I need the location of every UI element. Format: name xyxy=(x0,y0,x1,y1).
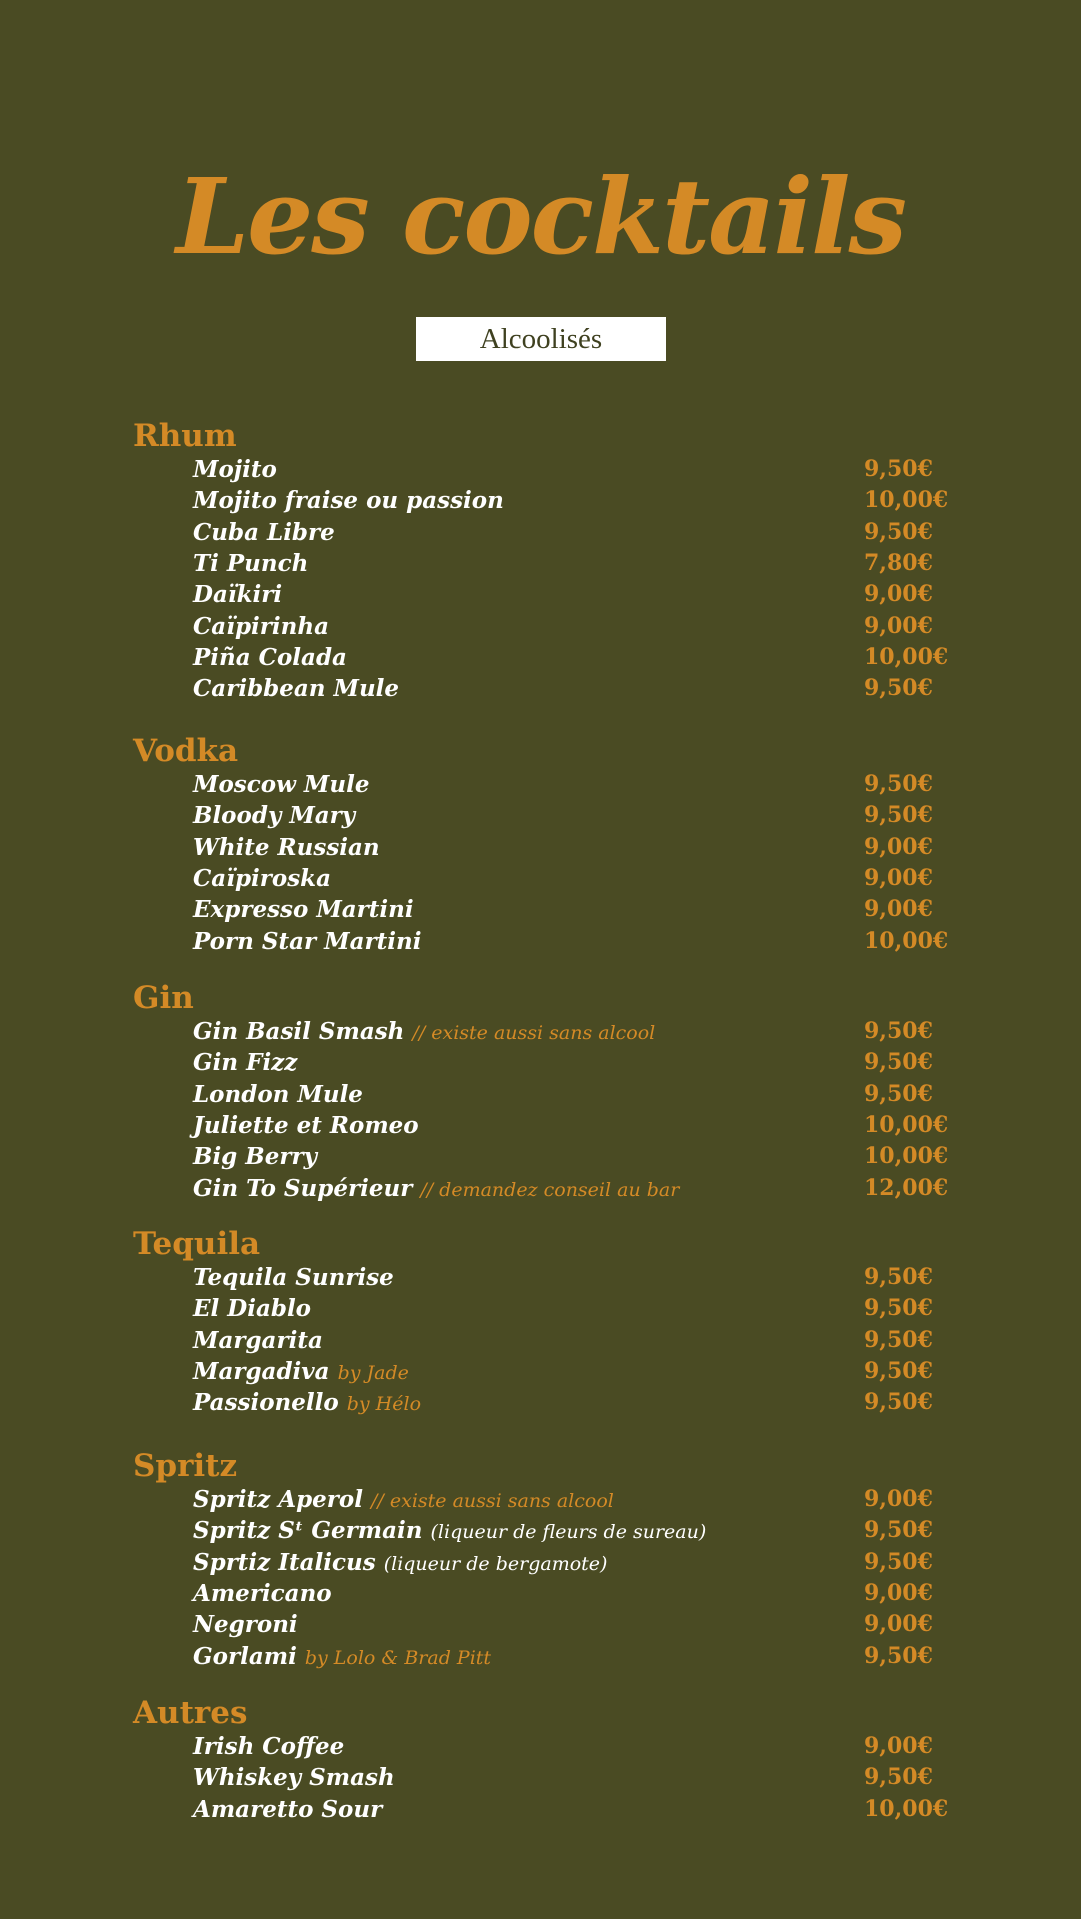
item-name-line xyxy=(193,1293,311,1324)
page-title: Les cocktails xyxy=(175,155,906,278)
item-price: 9,50€ xyxy=(864,1389,933,1416)
item-name-line xyxy=(193,673,399,704)
item-price: 9,50€ xyxy=(864,1764,933,1791)
item-name: Spritz Sᵗ Germain xyxy=(193,1517,423,1545)
item-note: by Jade xyxy=(337,1361,409,1384)
item-price: 9,50€ xyxy=(864,1548,933,1575)
item-name: Gorlami xyxy=(193,1642,297,1670)
item-name: Whiskey Smash xyxy=(193,1764,395,1792)
item-name: Margarita xyxy=(193,1326,323,1354)
item-name-line xyxy=(193,1547,607,1580)
item-name: Sprtiz Italicus xyxy=(193,1548,376,1576)
menu-item xyxy=(193,1141,983,1172)
item-price: 9,50€ xyxy=(864,1018,933,1044)
item-name: Bloody Mary xyxy=(193,802,356,830)
item-name-line xyxy=(193,1609,298,1640)
item-name-line xyxy=(193,1356,409,1389)
item-price: 9,00€ xyxy=(864,1579,933,1606)
item-price: 9,00€ xyxy=(864,581,933,608)
menu-item xyxy=(193,1762,983,1793)
menu-item xyxy=(193,1079,983,1110)
menu-item xyxy=(193,1578,983,1609)
item-price: 9,00€ xyxy=(864,1486,933,1512)
menu-item xyxy=(193,894,983,925)
item-name: Caribbean Mule xyxy=(193,675,400,703)
menu-item xyxy=(193,1515,983,1546)
item-name-line xyxy=(193,1262,394,1293)
item-name-line xyxy=(193,1641,491,1674)
item-name: Mojito xyxy=(193,456,277,483)
item-name-line xyxy=(193,800,355,831)
item-note: by Hélo xyxy=(346,1393,422,1416)
item-price: 10,00€ xyxy=(864,1143,949,1170)
item-name-line xyxy=(193,1762,395,1793)
menu-item xyxy=(193,673,983,704)
menu-item xyxy=(193,769,983,800)
item-name: Juliette et Romeo xyxy=(193,1111,419,1139)
item-price: 9,00€ xyxy=(864,833,933,860)
item-name-line xyxy=(193,1141,317,1172)
item-name: White Russian xyxy=(193,833,380,861)
item-note: // existe aussi sans alcool xyxy=(412,1022,656,1044)
menu-item xyxy=(193,1794,983,1825)
item-name-line xyxy=(193,642,347,673)
menu-item xyxy=(193,1387,983,1418)
item-name: Big Berry xyxy=(193,1143,317,1171)
section-title: Rhum xyxy=(133,418,237,454)
item-price: 9,50€ xyxy=(864,1326,933,1353)
item-name: Margadiva xyxy=(193,1357,330,1385)
section-title: Gin xyxy=(133,980,194,1016)
item-name: Caïpirinha xyxy=(193,612,329,640)
item-name-line xyxy=(193,611,329,642)
item-price: 12,00€ xyxy=(864,1174,949,1201)
item-name-line xyxy=(193,894,414,925)
menu-item xyxy=(193,579,983,610)
item-name-line xyxy=(193,1578,332,1609)
item-price: 9,50€ xyxy=(864,1295,933,1322)
item-price: 9,50€ xyxy=(864,518,933,545)
item-name: Americano xyxy=(193,1579,332,1607)
item-name: El Diablo xyxy=(193,1295,312,1323)
menu-item xyxy=(193,1262,983,1293)
item-name: Gin Basil Smash xyxy=(193,1018,405,1045)
item-name-line xyxy=(193,926,421,957)
section-title: Autres xyxy=(133,1695,248,1731)
item-name-line xyxy=(193,454,277,485)
menu-item xyxy=(193,611,983,642)
item-name-line xyxy=(193,1173,679,1206)
menu-item xyxy=(193,1325,983,1356)
menu-item xyxy=(193,1641,983,1672)
item-name: Piña Colada xyxy=(193,643,347,671)
item-name: Cuba Libre xyxy=(193,518,335,546)
item-note: (liqueur de fleurs de sureau) xyxy=(430,1521,707,1544)
item-name-line xyxy=(193,1484,614,1517)
item-name: Ti Punch xyxy=(193,549,309,577)
item-price: 9,50€ xyxy=(864,1517,933,1544)
menu-item xyxy=(193,485,983,516)
item-name-line xyxy=(193,769,369,800)
item-price: 10,00€ xyxy=(864,1111,949,1138)
item-name: Moscow Mule xyxy=(193,771,370,798)
menu-item xyxy=(193,1484,983,1515)
item-name-line xyxy=(193,1794,382,1825)
item-name-line xyxy=(193,832,380,863)
item-name: Spritz Aperol xyxy=(193,1486,363,1513)
item-name-line xyxy=(193,548,308,579)
item-name-line xyxy=(193,1110,419,1141)
item-price: 9,00€ xyxy=(864,1733,933,1759)
menu-item xyxy=(193,1731,983,1762)
item-price: 9,50€ xyxy=(864,456,933,482)
menu-item xyxy=(193,1356,983,1387)
item-price: 9,50€ xyxy=(864,1049,933,1076)
item-price: 10,00€ xyxy=(864,487,949,514)
item-name-line xyxy=(193,485,504,516)
item-name: Tequila Sunrise xyxy=(193,1264,394,1291)
item-name-line xyxy=(193,1387,421,1420)
menu-item xyxy=(193,1609,983,1640)
item-name: London Mule xyxy=(193,1080,363,1108)
item-name-line xyxy=(193,1731,344,1762)
menu-item xyxy=(193,1173,983,1204)
menu-item xyxy=(193,548,983,579)
item-name-line xyxy=(193,1047,297,1078)
item-name: Gin To Supérieur xyxy=(193,1174,413,1202)
item-name: Expresso Martini xyxy=(193,896,414,924)
menu-item xyxy=(193,454,983,485)
menu-item xyxy=(193,1547,983,1578)
category-label: Alcoolisés xyxy=(416,317,666,361)
item-price: 7,80€ xyxy=(864,549,933,576)
item-name-line xyxy=(193,1079,363,1110)
menu-item xyxy=(193,1016,983,1047)
item-price: 10,00€ xyxy=(864,927,949,954)
item-name: Mojito fraise ou passion xyxy=(193,487,504,515)
item-note: (liqueur de bergamote) xyxy=(383,1552,608,1575)
item-price: 10,00€ xyxy=(864,643,949,670)
item-price: 9,50€ xyxy=(864,675,933,702)
item-name: Negroni xyxy=(193,1611,298,1639)
menu-item xyxy=(193,926,983,957)
item-note: by Lolo & Brad Pitt xyxy=(304,1646,492,1669)
item-name: Porn Star Martini xyxy=(193,927,422,955)
item-price: 9,50€ xyxy=(864,771,933,797)
item-name: Passionello xyxy=(193,1389,339,1417)
menu-item xyxy=(193,800,983,831)
item-name-line xyxy=(193,1515,706,1548)
item-name: Daïkiri xyxy=(193,581,283,609)
menu-item xyxy=(193,642,983,673)
item-price: 9,00€ xyxy=(864,896,933,923)
item-price: 10,00€ xyxy=(864,1795,949,1822)
section-title: Tequila xyxy=(133,1226,261,1262)
item-price: 9,50€ xyxy=(864,1357,933,1384)
menu-item xyxy=(193,517,983,548)
item-note: // demandez conseil au bar xyxy=(420,1178,680,1201)
section-title: Vodka xyxy=(133,733,239,769)
item-price: 9,50€ xyxy=(864,1264,933,1290)
item-name: Irish Coffee xyxy=(193,1733,345,1760)
item-price: 9,50€ xyxy=(864,1080,933,1107)
item-name-line xyxy=(193,1325,323,1356)
menu-item xyxy=(193,832,983,863)
item-price: 9,00€ xyxy=(864,864,933,891)
item-name-line xyxy=(193,863,331,894)
item-name: Caïpiroska xyxy=(193,864,332,892)
item-name: Amaretto Sour xyxy=(193,1795,383,1823)
item-price: 9,50€ xyxy=(864,802,933,829)
menu-item xyxy=(193,1110,983,1141)
menu-item xyxy=(193,1047,983,1078)
section-title: Spritz xyxy=(133,1448,238,1484)
menu-item xyxy=(193,863,983,894)
item-note: // existe aussi sans alcool xyxy=(371,1490,614,1512)
item-price: 9,00€ xyxy=(864,1611,933,1638)
item-price: 9,50€ xyxy=(864,1642,933,1669)
item-price: 9,00€ xyxy=(864,612,933,639)
item-name-line xyxy=(193,1016,655,1049)
item-name-line xyxy=(193,517,335,548)
item-name-line xyxy=(193,579,282,610)
menu-item xyxy=(193,1293,983,1324)
item-name: Gin Fizz xyxy=(193,1049,298,1077)
